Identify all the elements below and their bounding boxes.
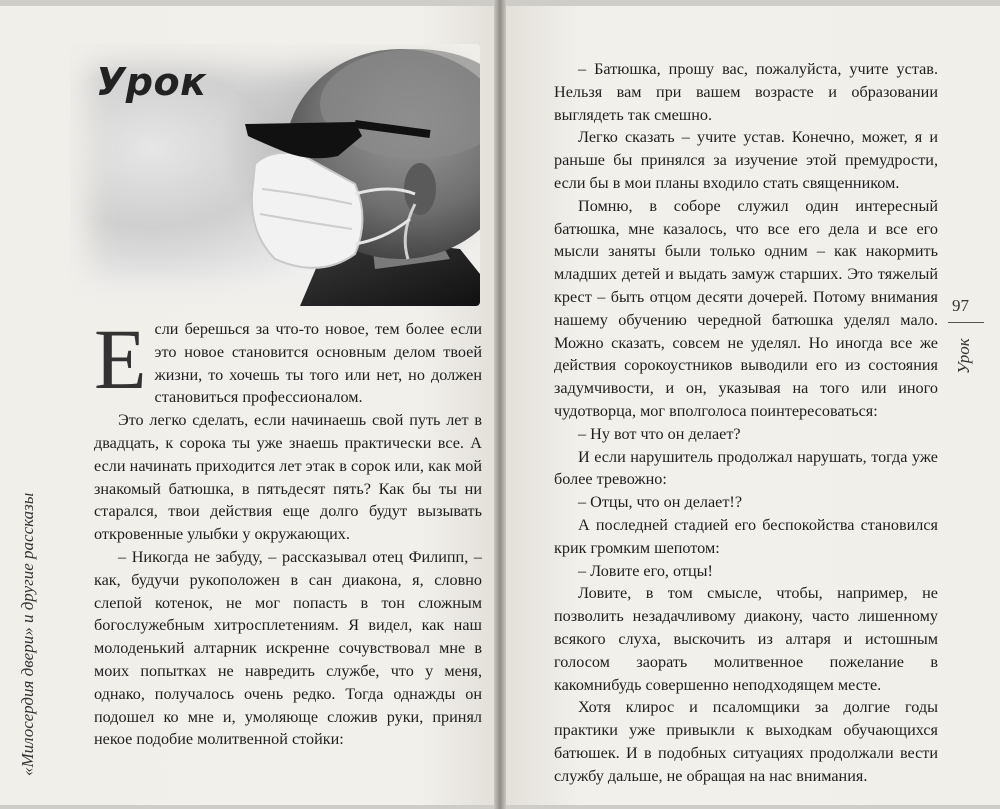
chapter-title: Урок <box>96 60 207 104</box>
paragraph: Помню, в соборе служил один интересный батюшка, мне казалось, что все его дела и все его мысли заняты были только одним – как накормить младших детей и выдать замуж старших. Это тяжелый крест – быть отцом десяти дочерей. Потому внимания нашему обучению чередной батюшка уделял мало. Можно сказать, совсем не уделял. Но иногда все же действия сорокоустников выводили его из состояния задумчивости, и он, указывая на того или иного чудотворца, мог вполголоса поинтересоваться: <box>554 196 938 420</box>
right-page <box>506 6 1000 805</box>
marker-divider <box>948 322 984 323</box>
page-marker <box>944 296 990 416</box>
paragraph: Ловите, в том смысле, чтобы, например, не позволить незадачливому диакону, часто лишенному всякого слуха, выскочить из алтаря и истошным голосом заорать молитвенное пожелание в какомнибудь совершенно неподходящем месте. <box>554 584 938 694</box>
left-page <box>0 6 494 805</box>
paragraph: Легко сказать – учите устав. Конечно, может, я и раньше бы принялся за изучение этой премудрости, если бы в мои планы входило стать священником. <box>554 128 938 192</box>
running-head-left <box>18 321 48 801</box>
opening-paragraph <box>94 311 482 409</box>
paragraph: Это легко сделать, если начинаешь свой путь лет в двадцать, к сорока ты уже знаешь практически все. А если начинать приходится лет этак в сорок или, как мой знакомый батюшка, в пятьдесят пять? Как бы ты ни старался, твои действия еще долго будут вызывать откровенные улыбки у окружающих. <box>94 411 482 544</box>
paragraph: И если нарушитель продолжал нарушать, тогда уже более тревожно: <box>554 447 938 489</box>
left-body-text <box>94 311 482 751</box>
paragraph: – Никогда не забуду, – рассказывал отец Филипп, – как, будучи рукоположен в сан диакона, я, словно слепой котенок, не мог попасть в тон сложным богослужебным хитросплетениям. Я видел, как наш молоденький алтарник искренне сочувствовал мне в моих попытках не навредить службе, что у меня, однако, получалось очень редко. Тогда однажды он подошел ко мне и, умоляюще сложив руки, принял некое подобие молитвенной стойки: <box>94 547 482 749</box>
paragraph: – Батюшка, прошу вас, пожалуйста, учите устав. Нельзя вам при вашем возрасте и образовании выглядеть так смешно. <box>554 60 938 124</box>
paragraph: А последней стадией его беспокойства становился крик громким шепотом: <box>554 515 938 557</box>
drop-cap: Е <box>94 311 147 407</box>
book-gutter <box>494 0 506 809</box>
paragraph-text: сли берешься за что-то новое, тем более если это новое становится основным делом твоей жизни, то хочешь ты того или нет, но должен становиться профессионалом. <box>154 320 482 407</box>
book-title-running-head: «Милосердия двери» и другие рассказы <box>18 492 37 776</box>
page-number: 97 <box>952 296 969 315</box>
paragraph: – Отцы, что он делает!? <box>578 493 743 512</box>
chapter-running-head: Урок <box>954 338 973 374</box>
paragraph: – Ловите его, отцы! <box>578 561 713 580</box>
right-body-text <box>554 58 938 788</box>
paragraph: Хотя клирос и псаломщики за долгие годы практики уже привыкли к выходкам обучающихся батюшек. И в подобных ситуациях продолжали вести службу дальше, не обращая на нас внимания. <box>554 698 938 785</box>
paragraph: – Ну вот что он делает? <box>578 424 741 443</box>
